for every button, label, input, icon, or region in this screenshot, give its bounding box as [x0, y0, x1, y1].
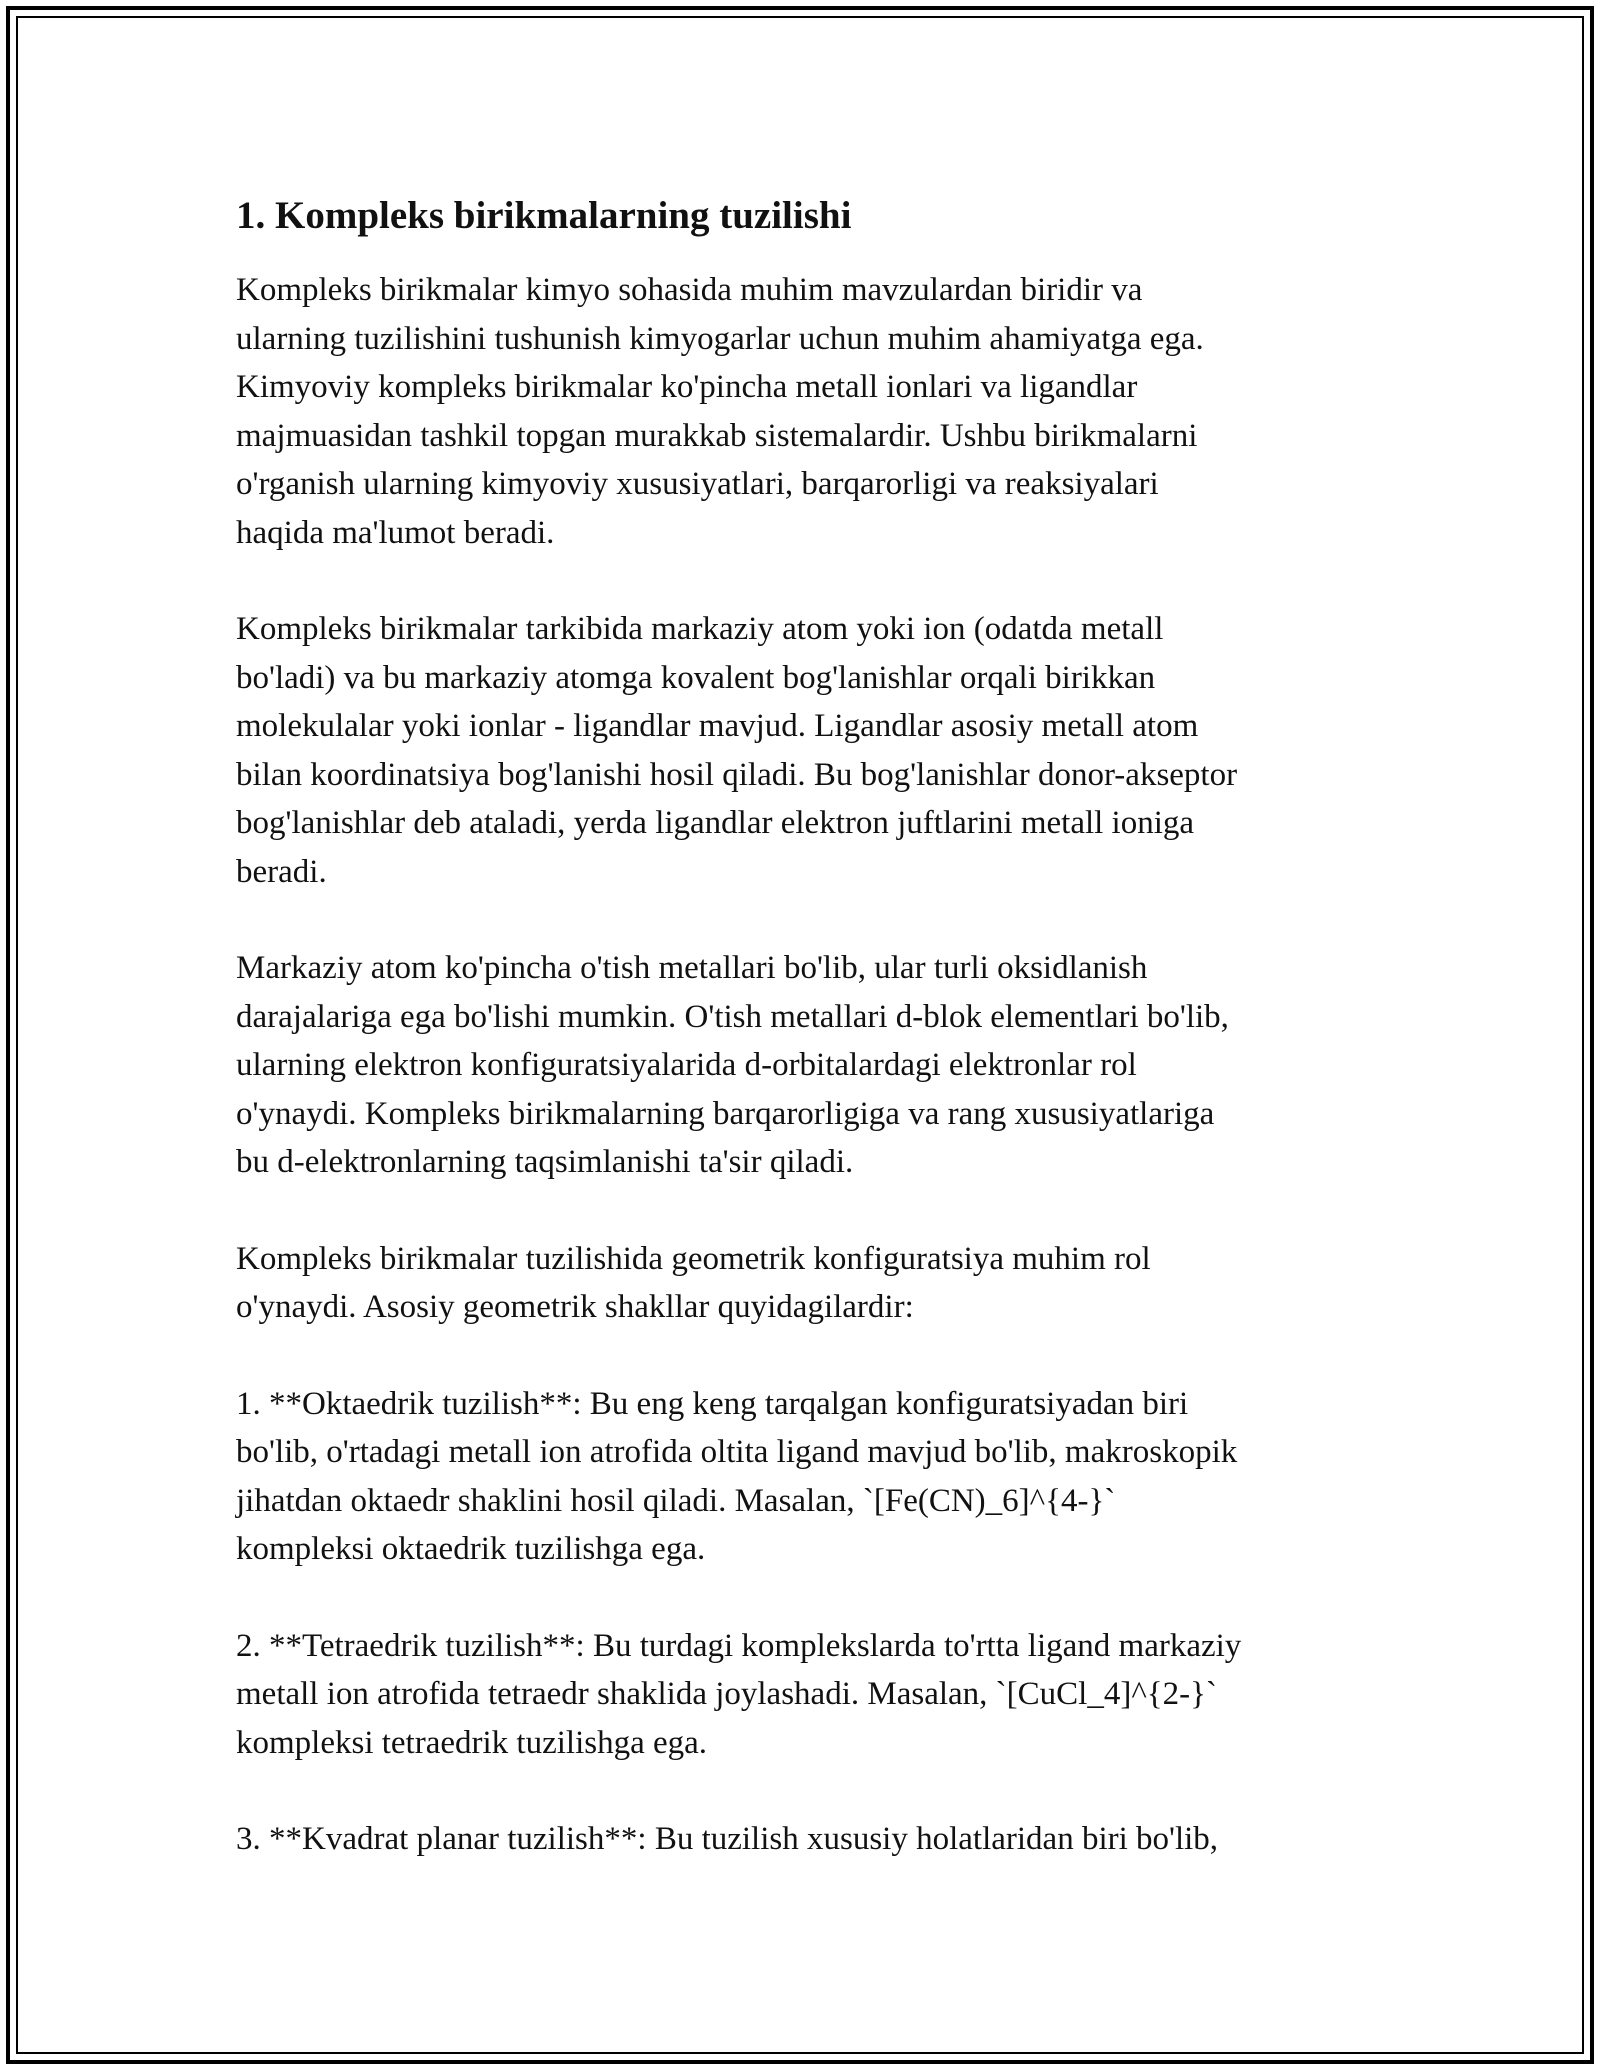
text-line: beradi. [236, 853, 327, 890]
text-line: 1. **Oktaedrik tuzilish**: Bu eng keng tarqalgan konfiguratsiyadan biri [236, 1385, 1189, 1422]
text-line: bu d-elektronlarning taqsimlanishi ta'sir qiladi. [236, 1144, 854, 1180]
text-line: Kompleks birikmalar kimyo sohasida muhim mavzulardan biridir va [236, 272, 1143, 308]
text-line: o'rganish ularning kimyoviy xususiyatlari, barqarorligi va reaksiyalari [236, 466, 1159, 502]
text-line: o'ynaydi. Kompleks birikmalarning barqarorligiga va rang xususiyatlariga [236, 1095, 1215, 1132]
paragraph-intro [236, 266, 1386, 557]
text-line: haqida ma'lumot beradi. [236, 514, 555, 551]
paragraph-ligands [236, 605, 1386, 896]
paragraph-central-atom [236, 944, 1386, 1187]
text-line: ularning elektron konfiguratsiyalarida d-orbitalardagi elektronlar rol [236, 1047, 1137, 1083]
list-item-square-planar [236, 1815, 1386, 1864]
text-line: bog'lanishlar deb ataladi, yerda ligandlar elektron juftlarini metall ioniga [236, 805, 1195, 841]
paragraph-geometry [236, 1235, 1386, 1332]
text-line: Kompleks birikmalar tuzilishida geometrik konfiguratsiya muhim rol [236, 1240, 1151, 1277]
text-line: bilan koordinatsiya bog'lanishi hosil qiladi. Bu bog'lanishlar donor-akseptor [236, 756, 1238, 793]
text-line: ularning tuzilishini tushunish kimyogarlar uchun muhim ahamiyatga ega. [236, 320, 1204, 357]
section-title: 1. Kompleks birikmalarning tuzilishi [236, 194, 852, 237]
text-line: metall ion atrofida tetraedr shaklida joylashadi. Masalan, `[CuCl_4]^{2-}` [236, 1676, 1217, 1712]
document-body [236, 188, 1386, 1912]
text-line: Kompleks birikmalar tarkibida markaziy atom yoki ion (odatda metall [236, 611, 1164, 647]
text-line: molekulalar yoki ionlar - ligandlar mavjud. Ligandlar asosiy metall atom [236, 708, 1199, 744]
text-line: majmuasidan tashkil topgan murakkab sistemalardir. Ushbu birikmalarni [236, 417, 1198, 454]
list-item-tetrahedral [236, 1622, 1386, 1768]
list-item-octahedral [236, 1380, 1386, 1574]
text-line: 2. **Tetraedrik tuzilish**: Bu turdagi komplekslarda to'rtta ligand markaziy [236, 1627, 1242, 1664]
text-line: Markaziy atom ko'pincha o'tish metallari bo'lib, ular turli oksidlanish [236, 950, 1148, 986]
text-line: 3. **Kvadrat planar tuzilish**: Bu tuzilish xususiy holatlaridan biri bo'lib, [236, 1821, 1219, 1857]
text-line: bo'ladi) va bu markaziy atomga kovalent bog'lanishlar orqali birikkan [236, 659, 1156, 696]
text-line: o'ynaydi. Asosiy geometrik shakllar quyidagilardir: [236, 1289, 914, 1325]
text-line: darajalariga ega bo'lishi mumkin. O'tish metallari d-blok elementlari bo'lib, [236, 998, 1229, 1035]
text-line: kompleksi tetraedrik tuzilishga ega. [236, 1724, 708, 1761]
text-line: bo'lib, o'rtadagi metall ion atrofida oltita ligand mavjud bo'lib, makroskopik [236, 1434, 1238, 1470]
text-line: jihatdan oktaedr shaklini hosil qiladi. Masalan, `[Fe(CN)_6]^{4-}` [236, 1482, 1116, 1519]
text-line: kompleksi oktaedrik tuzilishga ega. [236, 1531, 706, 1567]
text-line: Kimyoviy kompleks birikmalar ko'pincha metall ionlari va ligandlar [236, 369, 1138, 405]
